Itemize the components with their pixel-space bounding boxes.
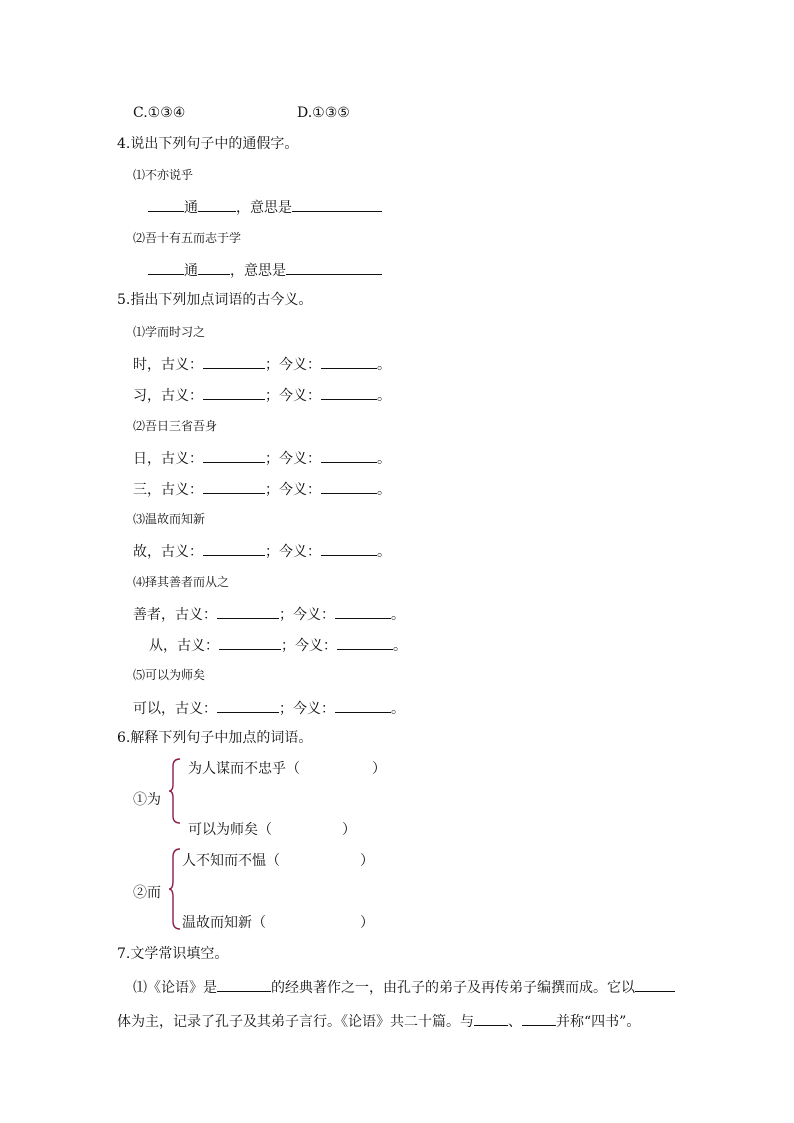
option-c: C.①③④ xyxy=(133,105,186,121)
q4-sentence-2: ⑵吾十有五而志于学 xyxy=(133,231,242,245)
blank-field[interactable] xyxy=(217,977,271,992)
q4-answer-line-2: 通 ，意思是 xyxy=(148,260,382,280)
blank-field[interactable] xyxy=(321,385,377,400)
brace-icon xyxy=(168,848,182,930)
blank-field[interactable] xyxy=(148,197,184,212)
q4-sentence-1: ⑴不亦说乎 xyxy=(133,168,194,182)
q5-row: 日，古义： ；今义： 。 xyxy=(133,448,391,468)
q5-row: 三，古义： ；今义： 。 xyxy=(133,479,391,499)
q5-sentence-3: ⑶温故而知新 xyxy=(133,512,206,526)
q5-sentence-2: ⑵吾日三省吾身 xyxy=(133,419,218,433)
q6-line: 为人谋而不忠乎（ ） xyxy=(188,761,386,777)
q6-title: 6.解释下列句子中加点的词语。 xyxy=(117,730,313,746)
q5-row: 善者，古义： ；今义： 。 xyxy=(133,604,405,624)
blank-field[interactable] xyxy=(203,354,265,369)
blank-field[interactable] xyxy=(335,698,391,713)
q5-row: 可以，古义： ；今义： 。 xyxy=(133,698,405,718)
q6-line: 人不知而不愠（ ） xyxy=(182,853,374,869)
q6-label-2: ②而 xyxy=(133,885,161,901)
blank-field[interactable] xyxy=(292,197,382,212)
blank-field[interactable] xyxy=(203,541,265,556)
q5-sentence-4: ⑷择其善者而从之 xyxy=(133,575,230,589)
blank-field[interactable] xyxy=(474,1011,508,1026)
brace-icon xyxy=(168,758,182,824)
blank-field[interactable] xyxy=(203,448,265,463)
blank-field[interactable] xyxy=(217,698,279,713)
q5-row: 习，古义： ；今义： 。 xyxy=(133,385,391,405)
blank-field[interactable] xyxy=(337,635,393,650)
blank-field[interactable] xyxy=(635,977,675,992)
blank-field[interactable] xyxy=(219,635,281,650)
q5-title: 5.指出下列加点词语的古今义。 xyxy=(117,292,313,308)
blank-field[interactable] xyxy=(203,385,265,400)
q5-row: 时，古义： ；今义： 。 xyxy=(133,354,391,374)
blank-field[interactable] xyxy=(335,604,391,619)
q5-row: 故，古义： ；今义： 。 xyxy=(133,541,391,561)
blank-field[interactable] xyxy=(522,1011,556,1026)
option-d: D.①③⑤ xyxy=(297,105,350,121)
blank-field[interactable] xyxy=(148,260,184,275)
q7-line-2: 体为主，记录了孔子及其弟子言行。《论语》共二十篇。与 、 并称“四书”。 xyxy=(117,1011,640,1031)
blank-field[interactable] xyxy=(321,448,377,463)
q4-answer-line-1: 通 ，意思是 xyxy=(148,197,382,217)
blank-field[interactable] xyxy=(321,354,377,369)
q5-sentence-1: ⑴学而时习之 xyxy=(133,325,206,339)
q5-sentence-5: ⑸可以为师矣 xyxy=(133,668,206,682)
blank-field[interactable] xyxy=(203,479,265,494)
blank-field[interactable] xyxy=(198,197,236,212)
q7-line-1: ⑴《论语》是 的经典著作之一，由孔子的弟子及再传弟子编撰而成。它以 xyxy=(133,977,675,997)
q6-line: 可以为师矣（ ） xyxy=(188,822,356,838)
blank-field[interactable] xyxy=(321,479,377,494)
blank-field[interactable] xyxy=(217,604,279,619)
blank-field[interactable] xyxy=(286,260,382,275)
q7-title: 7.文学常识填空。 xyxy=(117,946,229,962)
q6-line: 温故而知新（ ） xyxy=(182,915,374,931)
blank-field[interactable] xyxy=(198,260,230,275)
q5-row: 从，古义： ；今义： 。 xyxy=(149,635,407,655)
q4-title: 4.说出下列句子中的通假字。 xyxy=(117,136,299,152)
blank-field[interactable] xyxy=(321,541,377,556)
q6-label-1: ①为 xyxy=(133,792,161,808)
